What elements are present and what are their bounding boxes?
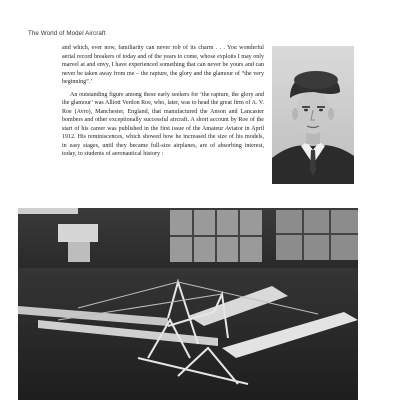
page-header-bar (28, 0, 356, 22)
running-head: The World of Model Aircraft (28, 30, 106, 37)
paragraph-1: and which, ever now, familiarity can never rob of its charm . . . You wonderful aerial record breakers of today and of the years to come, whose exploits I may only marvel at and envy, I have experienced something that can never be yours and can never be taken away from me – the rapture, the glory and the glamour of “the very beginning”.’ (62, 45, 264, 85)
model-aircraft-illustration (18, 208, 358, 400)
body-text (62, 44, 264, 159)
paragraph-2: An outstanding figure among these early seekers for ‘the rapture, the glory and the glamour’ was Alliott Verdon Roe, who, later, was to head the great firm of A. V. Roe (Avro), Manchester, England, that manufactured the Anson and Lancaster bombers and other exceptionally successful aircraft. A short account by Roe of the start of his career was published in the first issue of the Amateur Aviator in April 1912. His reminiscences, which showed how he increased the size of his models, in easy stages, until they became full-size airplanes, are of absorbing interest, today, to students of aeronautical history : (62, 91, 264, 157)
model-aircraft-photo (18, 208, 358, 400)
portrait-photo (272, 46, 354, 184)
portrait-illustration (272, 46, 354, 184)
